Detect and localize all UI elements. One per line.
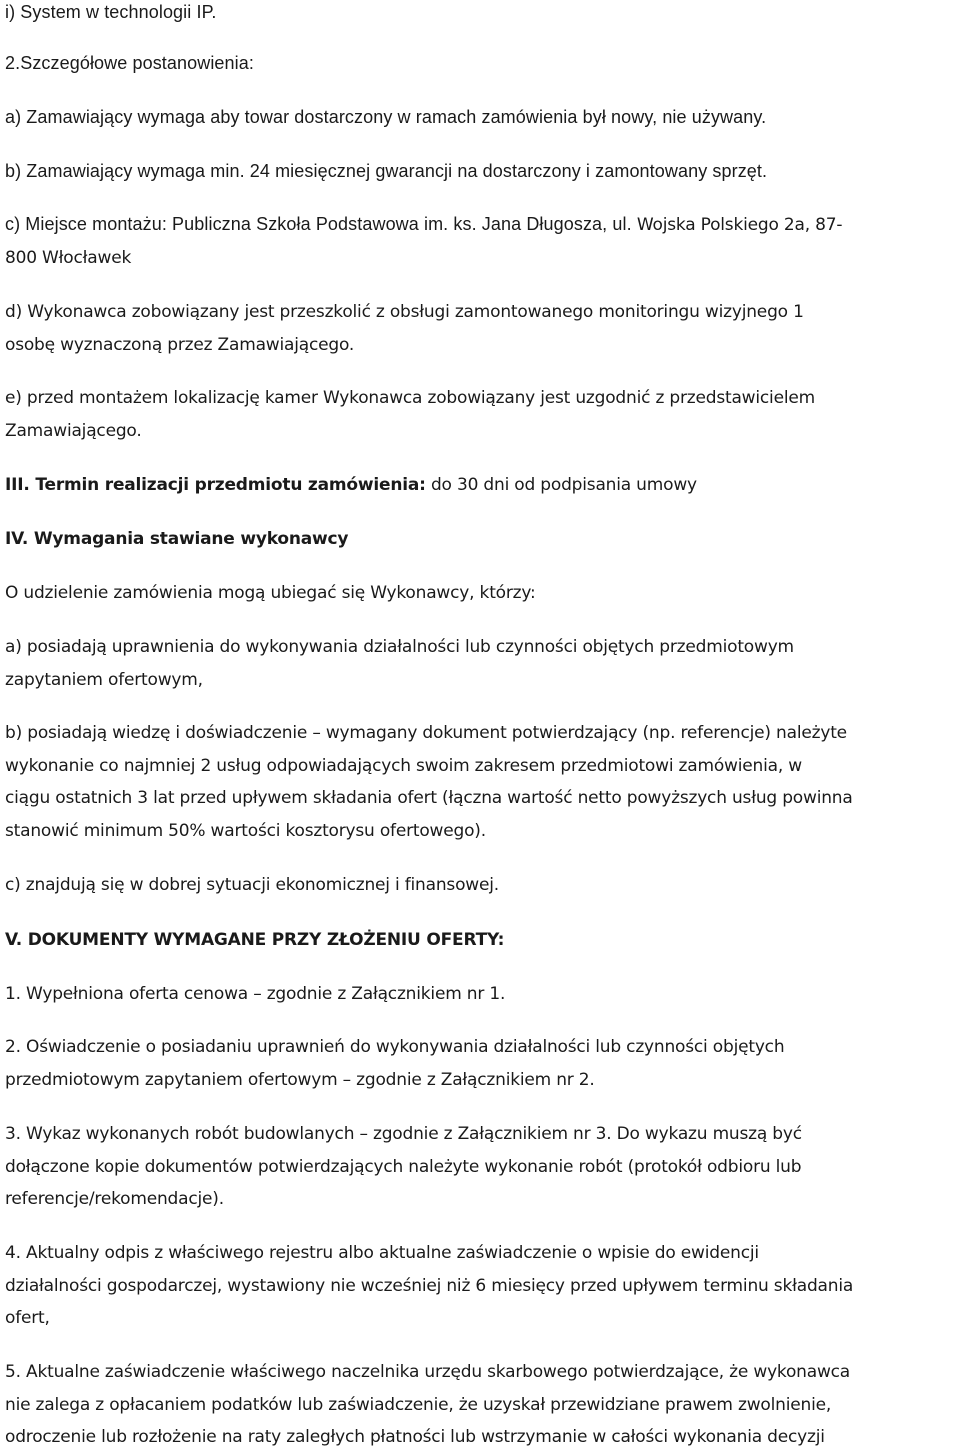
section-5-item5-line3: odroczenie lub rozłożenie na raty zaległych płatności lub wstrzymanie w całości wykonania decyzji bbox=[5, 1427, 825, 1447]
item-2c-part2: Wojska Polskiego 2a, 87- bbox=[631, 215, 843, 235]
item-2a: a) Zamawiający wymaga aby towar dostarczony w ramach zamówienia był nowy, nie używany. bbox=[5, 107, 767, 127]
section-3 bbox=[5, 469, 959, 502]
section-4-heading bbox=[5, 523, 959, 556]
section-5-item2 bbox=[5, 1031, 959, 1096]
section-3-heading: III. Termin realizacji przedmiotu zamówienia: bbox=[5, 475, 426, 495]
section-4b-line1: b) posiadają wiedzę i doświadczenie – wymagany dokument potwierdzający (np. referencje) należyte bbox=[5, 723, 847, 743]
section-4c: c) znajdują się w dobrej sytuacji ekonomicznej i finansowej. bbox=[5, 875, 499, 895]
item-2d-line1: d) Wykonawca zobowiązany jest przeszkolić z obsługi zamontowanego monitoringu wizyjnego 1 bbox=[5, 302, 804, 322]
section-5-item3-line3: referencje/rekomendacje). bbox=[5, 1189, 224, 1209]
item-2c-line2: 800 Włocławek bbox=[5, 247, 132, 268]
section-5-item2-line1: 2. Oświadczenie o posiadaniu uprawnień do wykonywania działalności lub czynności objętych bbox=[5, 1037, 785, 1057]
section-4-intro: O udzielenie zamówienia mogą ubiegać się Wykonawcy, którzy: bbox=[5, 583, 536, 603]
section-4b-line4: stanowić minimum 50% wartości kosztorysu ofertowego). bbox=[5, 820, 486, 841]
section-5-item5-line2: nie zalega z opłacaniem podatków lub zaświadczenie, że uzyskał przewidziane prawem zwolnienie, bbox=[5, 1394, 832, 1415]
item-2d bbox=[5, 296, 959, 361]
section-5-item4-line1: 4. Aktualny odpis z właściwego rejestru albo aktualne zaświadczenie o wpisie do ewidencji bbox=[5, 1243, 759, 1263]
item-2e-line1: e) przed montażem lokalizację kamer Wykonawca zobowiązany jest uzgodnić z przedstawicielem bbox=[5, 388, 815, 408]
section-5-item4-line3: ofert, bbox=[5, 1308, 50, 1328]
section-4a-line1: a) posiadają uprawnienia do wykonywania działalności lub czynności objętych przedmiotowym bbox=[5, 637, 794, 657]
section-5-item2-line2: przedmiotowym zapytaniem ofertowym – zgodnie z Załącznikiem nr 2. bbox=[5, 1069, 595, 1090]
item-2b: b) Zamawiający wymaga min. 24 miesięcznej gwarancji na dostarczony i zamontowany sprzęt. bbox=[5, 161, 768, 181]
section-4b-line3: ciągu ostatnich 3 lat przed upływem składania ofert (łączna wartość netto powyższych usług powinna bbox=[5, 788, 853, 808]
section-5-item4-line2: działalności gospodarczej, wystawiony nie wcześniej niż 6 miesięcy przed upływem terminu składania bbox=[5, 1275, 854, 1296]
section-4b bbox=[5, 717, 959, 847]
section-4a-line2: zapytaniem ofertowym, bbox=[5, 669, 203, 690]
section-3-value: do 30 dni od podpisania umowy bbox=[425, 475, 697, 495]
section-5-item1: 1. Wypełniona oferta cenowa – zgodnie z Załącznikiem nr 1. bbox=[5, 984, 506, 1004]
section-2-heading: 2.Szczegółowe postanowienia: bbox=[5, 53, 254, 73]
item-2d-line2: osobę wyznaczoną przez Zamawiającego. bbox=[5, 334, 355, 355]
section-5-item4 bbox=[5, 1237, 959, 1335]
item-2e-line2: Zamawiającego. bbox=[5, 420, 142, 441]
section-4a bbox=[5, 631, 959, 696]
section-4-heading-text: IV. Wymagania stawiane wykonawcy bbox=[5, 529, 349, 549]
item-2e bbox=[5, 382, 959, 447]
item-2c-part1: c) Miejsce montażu: Publiczna Szkoła Podstawowa im. ks. Jana Długosza, ul. bbox=[5, 214, 632, 234]
section-5-heading-text: V. DOKUMENTY WYMAGANE PRZY ZŁOŻENIU OFERTY: bbox=[5, 930, 505, 950]
section-5-item3-line2: dołączone kopie dokumentów potwierdzających należyte wykonanie robót (protokół odbioru lub bbox=[5, 1156, 802, 1177]
section-5-item3 bbox=[5, 1118, 959, 1216]
section-5-item3-line1: 3. Wykaz wykonanych robót budowlanych – zgodnie z Załącznikiem nr 3. Do wykazu muszą być bbox=[5, 1124, 802, 1144]
section-5-item5 bbox=[5, 1356, 959, 1454]
section-5-heading bbox=[5, 924, 959, 957]
section-5-item5-line1: 5. Aktualne zaświadczenie właściwego naczelnika urzędu skarbowego potwierdzające, że wykonawca bbox=[5, 1362, 851, 1382]
item-2c bbox=[5, 208, 959, 274]
item-i: i) System w technologii IP. bbox=[5, 2, 217, 22]
section-4b-line2: wykonanie co najmniej 2 usług odpowiadających swoim zakresem przedmiotowi zamówienia, w bbox=[5, 755, 802, 776]
